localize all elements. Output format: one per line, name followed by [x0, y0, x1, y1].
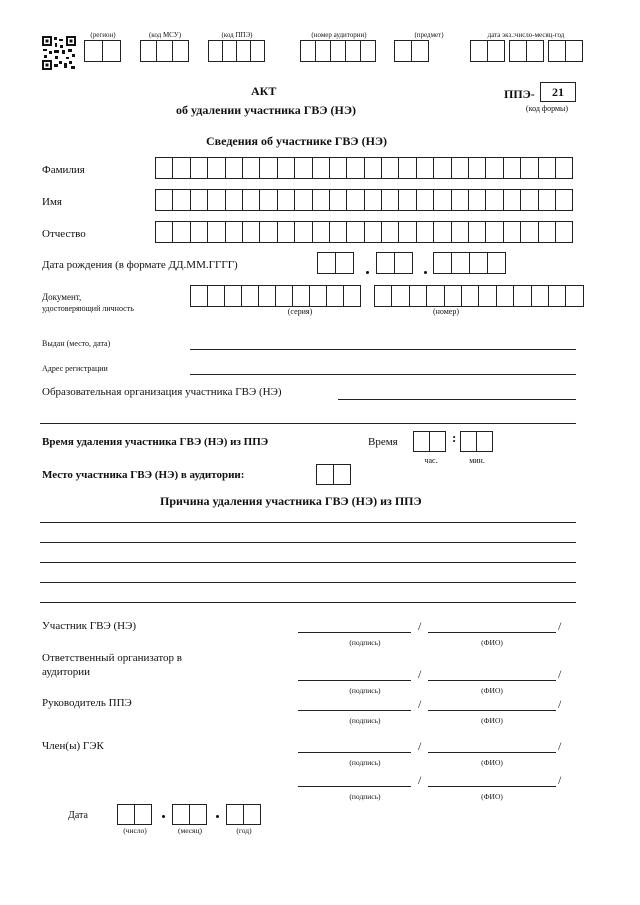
letter-cell[interactable] — [398, 221, 416, 243]
letter-cell[interactable] — [242, 221, 260, 243]
slash-separator: / — [558, 739, 562, 753]
signature-line[interactable] — [298, 786, 411, 787]
exam-date-boxes[interactable] — [470, 40, 583, 62]
letter-cell[interactable] — [172, 189, 190, 211]
qr-code-icon — [42, 36, 76, 70]
letter-cell[interactable] — [520, 157, 538, 179]
letter-cell[interactable] — [468, 189, 486, 211]
time-colon: : — [452, 430, 457, 445]
form-code-caption: (код формы) — [525, 104, 569, 113]
date-dot — [216, 815, 219, 818]
reason-line[interactable] — [40, 582, 576, 583]
surname-label: Фамилия — [42, 164, 85, 176]
letter-cell[interactable] — [155, 221, 173, 243]
form-code-box: 21 — [540, 82, 576, 102]
signature-caption: (подпись) — [349, 792, 381, 801]
letter-cell[interactable] — [381, 189, 399, 211]
letter-cell[interactable] — [416, 221, 434, 243]
document-label-2: удостоверяющий личность — [42, 304, 134, 313]
letter-cell[interactable] — [294, 157, 312, 179]
fio-caption: (ФИО) — [481, 686, 503, 695]
name-label: Имя — [42, 196, 62, 208]
reason-title: Причина удаления участника ГВЭ (НЭ) из ППЭ — [160, 494, 422, 508]
letter-cell[interactable] — [416, 189, 434, 211]
letter-cell[interactable] — [520, 221, 538, 243]
letter-cell[interactable] — [155, 189, 173, 211]
letter-cell[interactable] — [346, 189, 364, 211]
letter-cell[interactable] — [555, 189, 573, 211]
signature-caption: (подпись) — [349, 638, 381, 647]
slash-separator: / — [558, 773, 562, 787]
act-subtitle: об удалении участника ГВЭ (НЭ) — [176, 103, 357, 117]
patronymic-boxes[interactable] — [155, 221, 573, 243]
organization-label: Образовательная организация участника ГВЭ (НЭ) — [42, 386, 282, 398]
fio-line[interactable] — [428, 752, 556, 753]
time-word: Время — [368, 436, 398, 448]
signature-line[interactable] — [298, 752, 411, 753]
minutes-caption: мин. — [469, 456, 485, 465]
day-caption: (число) — [123, 826, 147, 835]
letter-cell[interactable] — [172, 157, 190, 179]
letter-cell[interactable] — [555, 157, 573, 179]
birth-date-dot — [366, 271, 369, 274]
slash-separator: / — [418, 739, 422, 753]
signature-line[interactable] — [298, 680, 411, 681]
seat-boxes[interactable] — [316, 464, 351, 485]
reason-line[interactable] — [40, 602, 576, 603]
letter-cell[interactable] — [433, 157, 451, 179]
letter-cell[interactable] — [275, 285, 293, 307]
letter-cell[interactable] — [329, 189, 347, 211]
letter-cell[interactable] — [496, 285, 514, 307]
organization-line-2[interactable] — [40, 423, 576, 424]
letter-cell[interactable] — [292, 285, 310, 307]
birth-day-boxes[interactable] — [317, 252, 354, 274]
date-label: Дата — [68, 810, 88, 821]
letter-cell[interactable] — [190, 189, 208, 211]
region-code-boxes[interactable] — [84, 40, 121, 62]
letter-cell[interactable] — [451, 157, 469, 179]
letter-cell[interactable] — [565, 285, 583, 307]
letter-cell[interactable] — [242, 157, 260, 179]
birth-month-boxes[interactable] — [376, 252, 413, 274]
letter-cell[interactable] — [277, 157, 295, 179]
slash-separator: / — [418, 773, 422, 787]
head-signature-label: Руководитель ППЭ — [42, 697, 132, 709]
hours-boxes[interactable] — [413, 431, 446, 452]
minutes-boxes[interactable] — [460, 431, 493, 452]
letter-cell[interactable] — [538, 157, 556, 179]
subject-code-boxes[interactable] — [394, 40, 429, 62]
signature-line[interactable] — [298, 632, 411, 633]
letter-cell[interactable] — [468, 221, 486, 243]
letter-cell[interactable] — [503, 221, 521, 243]
year-caption: (год) — [236, 826, 252, 835]
slash-separator: / — [558, 619, 562, 633]
letter-cell[interactable] — [259, 189, 277, 211]
letter-cell[interactable] — [398, 189, 416, 211]
fio-caption: (ФИО) — [481, 638, 503, 647]
organizer-signature-label-2: аудитории — [42, 666, 91, 678]
letter-cell[interactable] — [468, 157, 486, 179]
letter-cell[interactable] — [294, 189, 312, 211]
letter-cell[interactable] — [391, 285, 409, 307]
letter-cell[interactable] — [312, 157, 330, 179]
signature-line[interactable] — [298, 710, 411, 711]
letter-cell[interactable] — [364, 221, 382, 243]
participant-signature-label: Участник ГВЭ (НЭ) — [42, 620, 136, 632]
letter-cell[interactable] — [461, 285, 479, 307]
letter-cell[interactable] — [503, 157, 521, 179]
issued-label: Выдан (место, дата) — [42, 339, 111, 348]
date-year-boxes[interactable] — [226, 804, 261, 825]
series-caption: (серия) — [287, 307, 313, 316]
reason-line[interactable] — [40, 562, 576, 563]
letter-cell[interactable] — [172, 221, 190, 243]
letter-cell[interactable] — [309, 285, 327, 307]
date-day-boxes[interactable] — [117, 804, 152, 825]
letter-cell[interactable] — [329, 157, 347, 179]
letter-cell[interactable] — [329, 221, 347, 243]
slash-separator: / — [418, 619, 422, 633]
letter-cell[interactable] — [381, 157, 399, 179]
hours-caption: час. — [424, 456, 438, 465]
caption-subject: (предмет) — [414, 31, 444, 39]
letter-cell[interactable] — [548, 285, 566, 307]
number-caption: (номер) — [432, 307, 460, 316]
signature-caption: (подпись) — [349, 716, 381, 725]
letter-cell[interactable] — [190, 221, 208, 243]
letter-cell[interactable] — [538, 221, 556, 243]
date-dot — [162, 815, 165, 818]
letter-cell[interactable] — [485, 189, 503, 211]
letter-cell[interactable] — [374, 285, 392, 307]
letter-cell[interactable] — [343, 285, 361, 307]
letter-cell[interactable] — [531, 285, 549, 307]
letter-cell[interactable] — [326, 285, 344, 307]
fio-line[interactable] — [428, 710, 556, 711]
letter-cell[interactable] — [478, 285, 496, 307]
letter-cell[interactable] — [190, 285, 208, 307]
signature-caption: (подпись) — [349, 758, 381, 767]
members-signature-label: Член(ы) ГЭК — [42, 740, 104, 752]
letter-cell[interactable] — [294, 221, 312, 243]
letter-cell[interactable] — [225, 189, 243, 211]
caption-msu: (код МСУ) — [148, 31, 182, 39]
letter-cell[interactable] — [258, 285, 276, 307]
letter-cell[interactable] — [416, 157, 434, 179]
letter-cell[interactable] — [277, 221, 295, 243]
issued-line[interactable] — [190, 349, 576, 350]
letter-cell[interactable] — [398, 157, 416, 179]
fio-caption: (ФИО) — [481, 716, 503, 725]
msu-code-boxes[interactable] — [140, 40, 189, 62]
act-title: АКТ — [251, 84, 277, 98]
organization-line[interactable] — [338, 399, 576, 400]
slash-separator: / — [558, 667, 562, 681]
letter-cell[interactable] — [538, 189, 556, 211]
document-series-boxes[interactable] — [190, 285, 361, 307]
fio-line[interactable] — [428, 632, 556, 633]
letter-cell[interactable] — [503, 189, 521, 211]
document-number-boxes[interactable] — [374, 285, 584, 307]
caption-exam-date: дата экз.:число-месяц-год — [487, 31, 565, 39]
letter-cell[interactable] — [277, 189, 295, 211]
letter-cell[interactable] — [451, 221, 469, 243]
form-prefix: ППЭ- — [504, 87, 535, 101]
letter-cell[interactable] — [224, 285, 242, 307]
letter-cell[interactable] — [485, 157, 503, 179]
birth-date-label: Дата рождения (в формате ДД.ММ.ГГГГ) — [42, 259, 238, 271]
letter-cell[interactable] — [207, 189, 225, 211]
letter-cell[interactable] — [155, 157, 173, 179]
letter-cell[interactable] — [190, 157, 208, 179]
room-number-boxes[interactable] — [300, 40, 376, 62]
ppe-code-boxes[interactable] — [208, 40, 265, 62]
fio-caption: (ФИО) — [481, 792, 503, 801]
letter-cell[interactable] — [451, 189, 469, 211]
letter-cell[interactable] — [207, 157, 225, 179]
caption-region: (регион) — [90, 31, 116, 39]
letter-cell[interactable] — [259, 221, 277, 243]
letter-cell[interactable] — [364, 157, 382, 179]
letter-cell[interactable] — [426, 285, 444, 307]
address-line[interactable] — [190, 374, 576, 375]
fio-line[interactable] — [428, 680, 556, 681]
letter-cell[interactable] — [225, 221, 243, 243]
letter-cell[interactable] — [241, 285, 259, 307]
reason-line[interactable] — [40, 542, 576, 543]
letter-cell[interactable] — [312, 189, 330, 211]
letter-cell[interactable] — [207, 221, 225, 243]
name-boxes[interactable] — [155, 189, 573, 211]
letter-cell[interactable] — [346, 221, 364, 243]
removal-time-label: Время удаления участника ГВЭ (НЭ) из ППЭ — [42, 436, 269, 448]
letter-cell[interactable] — [346, 157, 364, 179]
letter-cell[interactable] — [225, 157, 243, 179]
letter-cell[interactable] — [433, 221, 451, 243]
letter-cell[interactable] — [312, 221, 330, 243]
letter-cell[interactable] — [513, 285, 531, 307]
birth-year-boxes[interactable] — [433, 252, 506, 274]
letter-cell[interactable] — [207, 285, 225, 307]
letter-cell[interactable] — [259, 157, 277, 179]
reason-line[interactable] — [40, 522, 576, 523]
letter-cell[interactable] — [485, 221, 503, 243]
fio-line[interactable] — [428, 786, 556, 787]
slash-separator: / — [558, 697, 562, 711]
document-label: Документ, — [42, 292, 82, 302]
date-month-boxes[interactable] — [172, 804, 207, 825]
letter-cell[interactable] — [520, 189, 538, 211]
letter-cell[interactable] — [555, 221, 573, 243]
letter-cell[interactable] — [409, 285, 427, 307]
seat-label: Место участника ГВЭ (НЭ) в аудитории: — [42, 469, 245, 481]
letter-cell[interactable] — [433, 189, 451, 211]
slash-separator: / — [418, 697, 422, 711]
participant-section-title: Сведения об участнике ГВЭ (НЭ) — [206, 134, 388, 148]
month-caption: (месяц) — [177, 826, 203, 835]
fio-caption: (ФИО) — [481, 758, 503, 767]
letter-cell[interactable] — [381, 221, 399, 243]
address-label: Адрес регистрации — [42, 364, 108, 373]
surname-boxes[interactable] — [155, 157, 573, 179]
caption-ppe: (код ППЭ) — [221, 31, 253, 39]
signature-caption: (подпись) — [349, 686, 381, 695]
slash-separator: / — [418, 667, 422, 681]
patronymic-label: Отчество — [42, 228, 86, 240]
organizer-signature-label: Ответственный организатор в — [42, 652, 182, 664]
birth-date-dot — [424, 271, 427, 274]
letter-cell[interactable] — [364, 189, 382, 211]
letter-cell[interactable] — [242, 189, 260, 211]
caption-room: (номер аудитории) — [311, 31, 367, 39]
letter-cell[interactable] — [444, 285, 462, 307]
